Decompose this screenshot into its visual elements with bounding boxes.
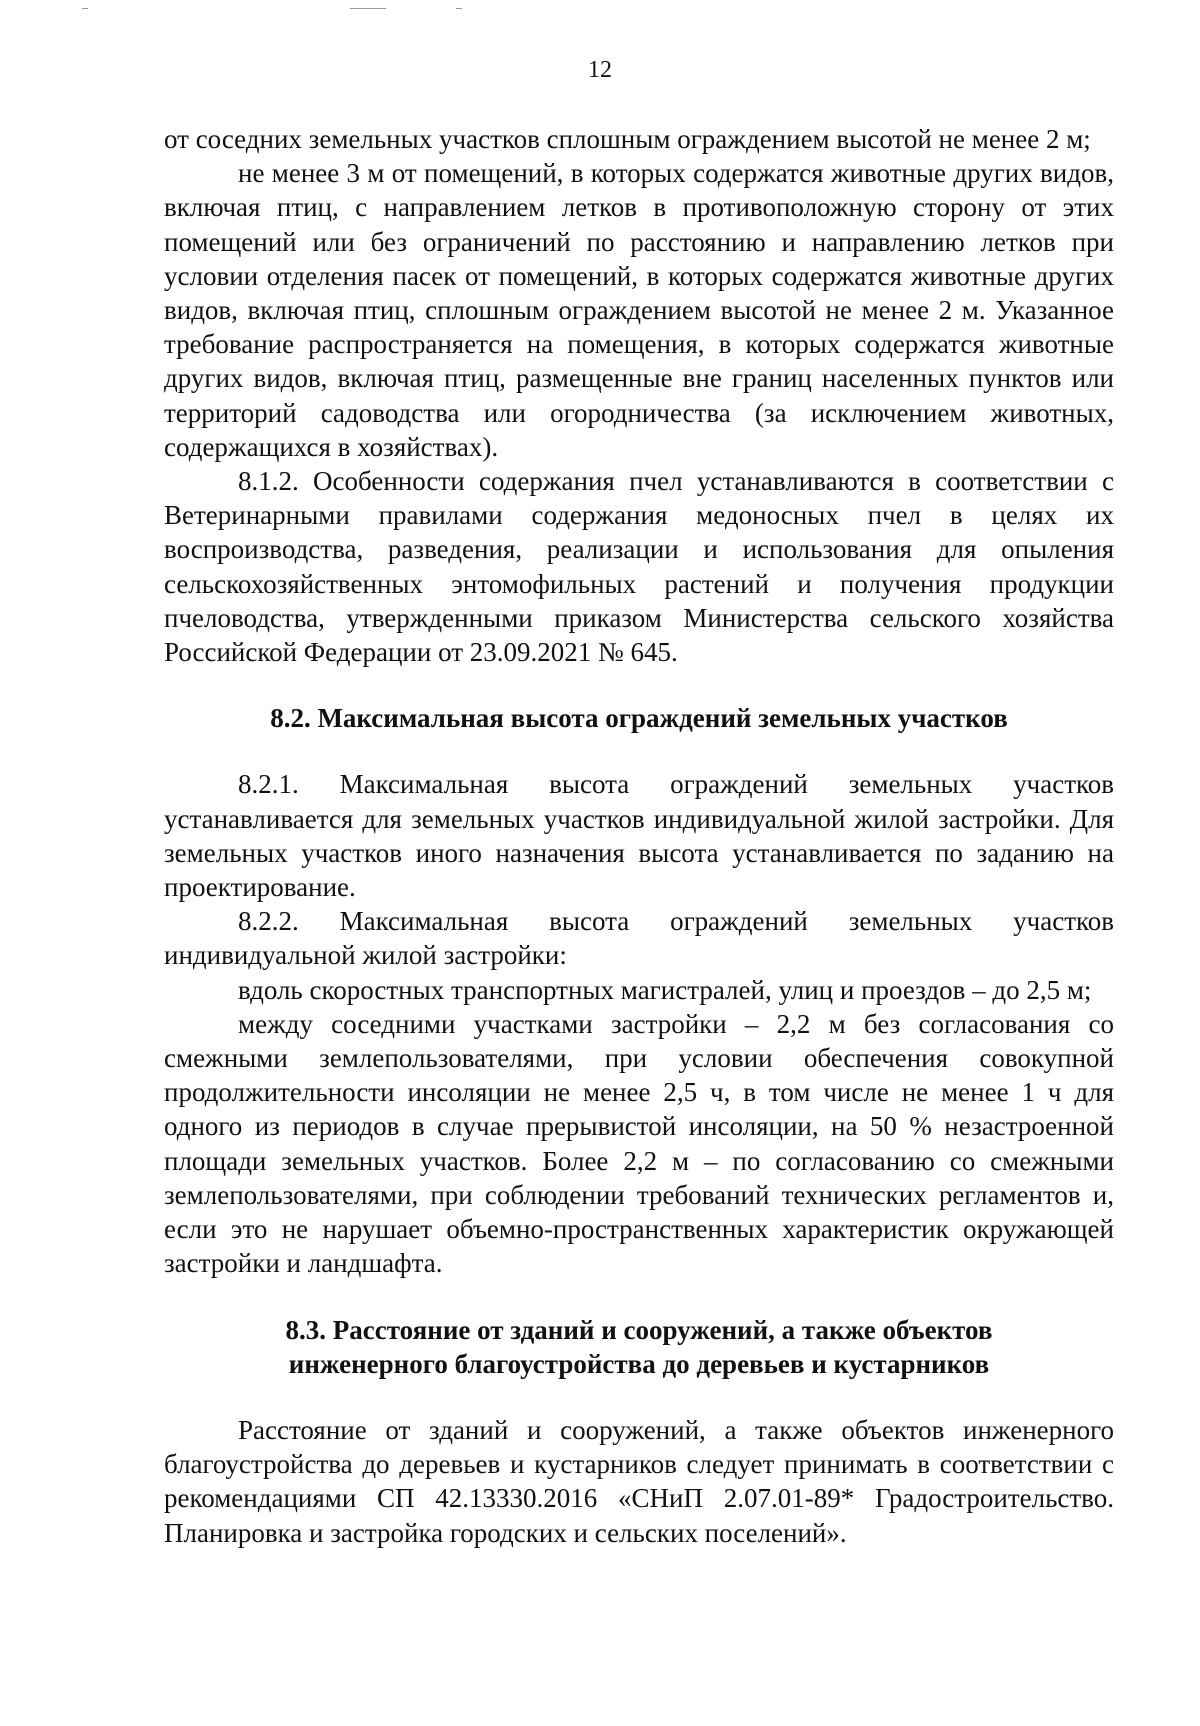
section-heading-8-3-line1: 8.3. Расстояние от зданий и сооружений, а также объектов	[285, 1314, 993, 1345]
paragraph-between-plots: между соседними участками застройки – 2,2 м без согласования со смежными землепользователями, при условии обеспечения совокупной продолжительности инсоляции не менее 2,5 ч, в том числе не менее 1 ч для одного из периодов в случае прерывистой инсоляции, на 50 % незастроенной площади земельных участков. Более 2,2 м – по согласованию со смежными землепользователями, при соблюдении требований технических регламентов и, если это не нарушает объемно-пространственных характеристик окружающей застройки и ландшафта.	[164, 1008, 1114, 1279]
section-heading-8-2: 8.2. Максимальная высота ограждений земельных участков	[270, 703, 1008, 734]
paragraph-8-3: Расстояние от зданий и сооружений, а также объектов инженерного благоустройства до деревьев и кустарников следует принимать в соответствии с рекомендациями СП 42.13330.2016 «СНиП 2.07.01-89* Градостроительство. Планировка и застройка городских и сельских поселений».	[164, 1414, 1114, 1548]
scan-artifact	[82, 8, 88, 9]
section-heading-8-3-line2: инженерного благоустройства до деревьев и кустарников	[288, 1348, 990, 1379]
paragraph-distance-from-animal-premises: не менее 3 м от помещений, в которых содержатся животные других видов, включая птиц, с направлением летков в противоположную сторону от этих помещений или без ограничений по расстоянию и направлению летков при условии отделения пасек от помещений, в которых содержатся животные других видов, включая птиц, сплошным ограждением высотой не менее 2 м. Указанное требование распространяется на помещения, в которых содержатся животные других видов, включая птиц, размещенные вне границ населенных пунктов или территорий садоводства или огородничества (за исключением животных, содержащихся в хозяйствах).	[164, 158, 1114, 462]
page-number: 12	[588, 57, 612, 83]
paragraph-8-1-2: 8.1.2. Особенности содержания пчел устанавливаются в соответствии с Ветеринарными правилами содержания медоносных пчел в целях их воспроизводства, разведения, реализации и использования для опыления сельскохозяйственных энтомофильных растений и получения продукции пчеловодства, утвержденными приказом Министерства сельского хозяйства Российской Федерации от 23.09.2021 № 645.	[164, 466, 1114, 668]
scan-artifact	[456, 8, 462, 9]
paragraph-8-2-1: 8.2.1. Максимальная высота ограждений земельных участков устанавливается для земельных участков индивидуальной жилой застройки. Для земельных участков иного назначения высота устанавливается по заданию на проектирование.	[164, 769, 1114, 903]
section-heading-8-3	[164, 1313, 1114, 1381]
paragraph-continuation: от соседних земельных участков сплошным ограждением высотой не менее 2 м;	[164, 124, 1091, 154]
page-content	[164, 122, 1114, 1550]
scan-artifact	[350, 8, 386, 9]
paragraph-8-2-2: 8.2.2. Максимальная высота ограждений земельных участков индивидуальной жилой застройки:	[164, 906, 1114, 971]
paragraph-along-highways: вдоль скоростных транспортных магистралей, улиц и проездов – до 2,5 м;	[238, 974, 1092, 1005]
